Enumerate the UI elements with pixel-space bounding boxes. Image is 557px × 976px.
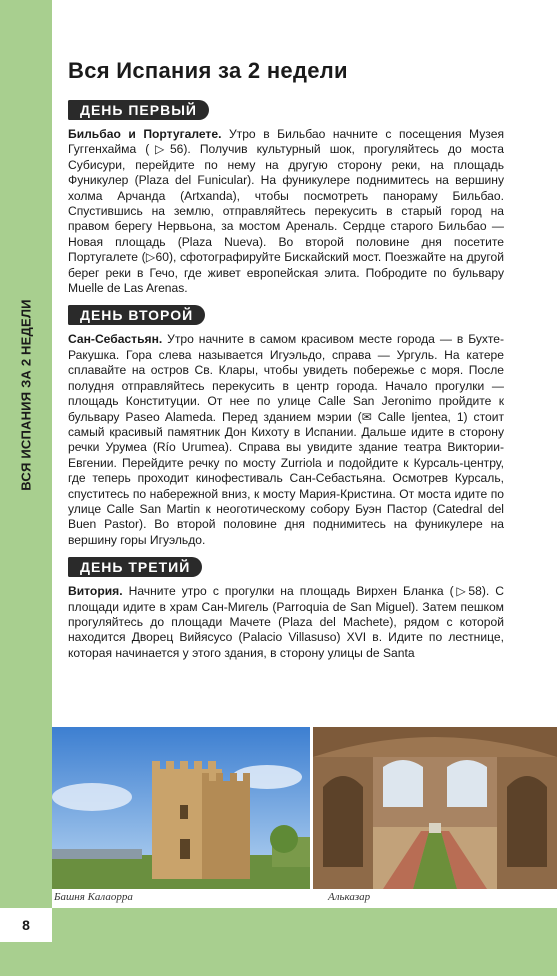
- alcazar-image: [313, 727, 557, 889]
- day-label: ДЕНЬ ПЕРВЫЙ: [68, 100, 209, 120]
- photo-strip: [52, 727, 557, 889]
- day-label: ДЕНЬ ВТОРОЙ: [68, 305, 205, 325]
- day-section-3: [68, 557, 504, 661]
- day-section-2: [68, 305, 504, 548]
- tower-image: [52, 727, 310, 889]
- side-band: [0, 0, 52, 908]
- photo-calahorra-tower: [52, 727, 310, 889]
- day-text: Утро в Бильбао начните с посещения Музея Гуггенхайма (▷56). Получив культурный шок, прогуляйтесь до моста Субисури, перейдите по нему на другую сторону реки, на площадь Фуникулер (Plaza del Funicular). На фуникулере поднимитесь на вершину холма Арчанда (Artxanda), чтобы посмотреть панораму Бильбао. Спустившись на землю, отправляйтесь перекусить в старый город на правом берегу Нервьона, за мостом Ареналь. Сердце старого Бильбао — Новая площадь (Plaza Nueva). Во второй половине дня посетите Португалете (▷60), сфотографируйте Бискайский мост. Поезжайте на другой берег реки в Гечо, где живет европейская элита. Побродите по бульвару Muelle de Las Arenas.: [68, 127, 504, 296]
- page-number: 8: [0, 908, 52, 942]
- page-content: [68, 58, 504, 670]
- day-paragraph: [68, 127, 504, 296]
- page-title: Вся Испания за 2 недели: [68, 58, 348, 83]
- day-lead: Бильбао и Португалете.: [68, 127, 222, 141]
- day-lead: Сан-Себастьян.: [68, 332, 163, 347]
- bottom-band: [0, 908, 557, 976]
- day-text: Утро начните в самом красивом месте города — в Бухте-Ракушка. Гора слева называется Игуэльдо, справа — Ургуль. На катере сплавайте на остров Св. Клары, чтобы увидеть побережье с моря. После полудня отправляйтесь перекусить в центр города. Начало прогулки — площадь Конституции. От нее по улице Calle San Jeronimo пройдите к бульвару Paseo Alameda. Перед зданием мэрии (✉ Calle Ijentea, 1) стоит самый красивый памятник Дон Кихоту в Испании. Дальше идите в сторону речки Урумеа (Río Urumea). Справа вы увидите здание театра Виктории-Евгении. Перейдите речку по мосту Zurriola и подойдите к Курсаль-центру, где теперь проходит кинофестиваль Сан-Себастьяна. Осмотрев Курсаль, спуститесь по набережной вниз, к мосту Мария-Кристина. От моста идите по улице Calle San Martin к неоготическому собору Буэн Пастор (Catedral del Buen Pastor). Во второй половине дня поднимитесь на фуникулере на вершину горы Игуэльдо.: [68, 332, 504, 547]
- day-paragraph: [68, 584, 504, 661]
- day-paragraph: [68, 332, 504, 548]
- day-text: Начните утро с прогулки на площадь Вирхен Бланка (▷58). С площади идите в храм Сан-Мигель (Parroquia de San Miguel). Затем пешком прогуляйтесь до площади Мачете (Plaza del Machete), рядом с которой находится Дворец Вийясусо (Palacio Villasuso) XVI в. Идите по лестнице, которая начинается у этого здания, в сторону улицы de Santa: [68, 584, 504, 660]
- photo-alcazar: [313, 727, 557, 889]
- day-label: ДЕНЬ ТРЕТИЙ: [68, 557, 202, 577]
- photo-caption: Башня Калаорра: [54, 891, 133, 903]
- day-section-1: [68, 100, 504, 296]
- section-side-label: ВСЯ ИСПАНИЯ ЗА 2 НЕДЕЛИ: [18, 299, 34, 491]
- photo-caption: Альказар: [328, 891, 371, 903]
- day-lead: Витория.: [68, 584, 123, 599]
